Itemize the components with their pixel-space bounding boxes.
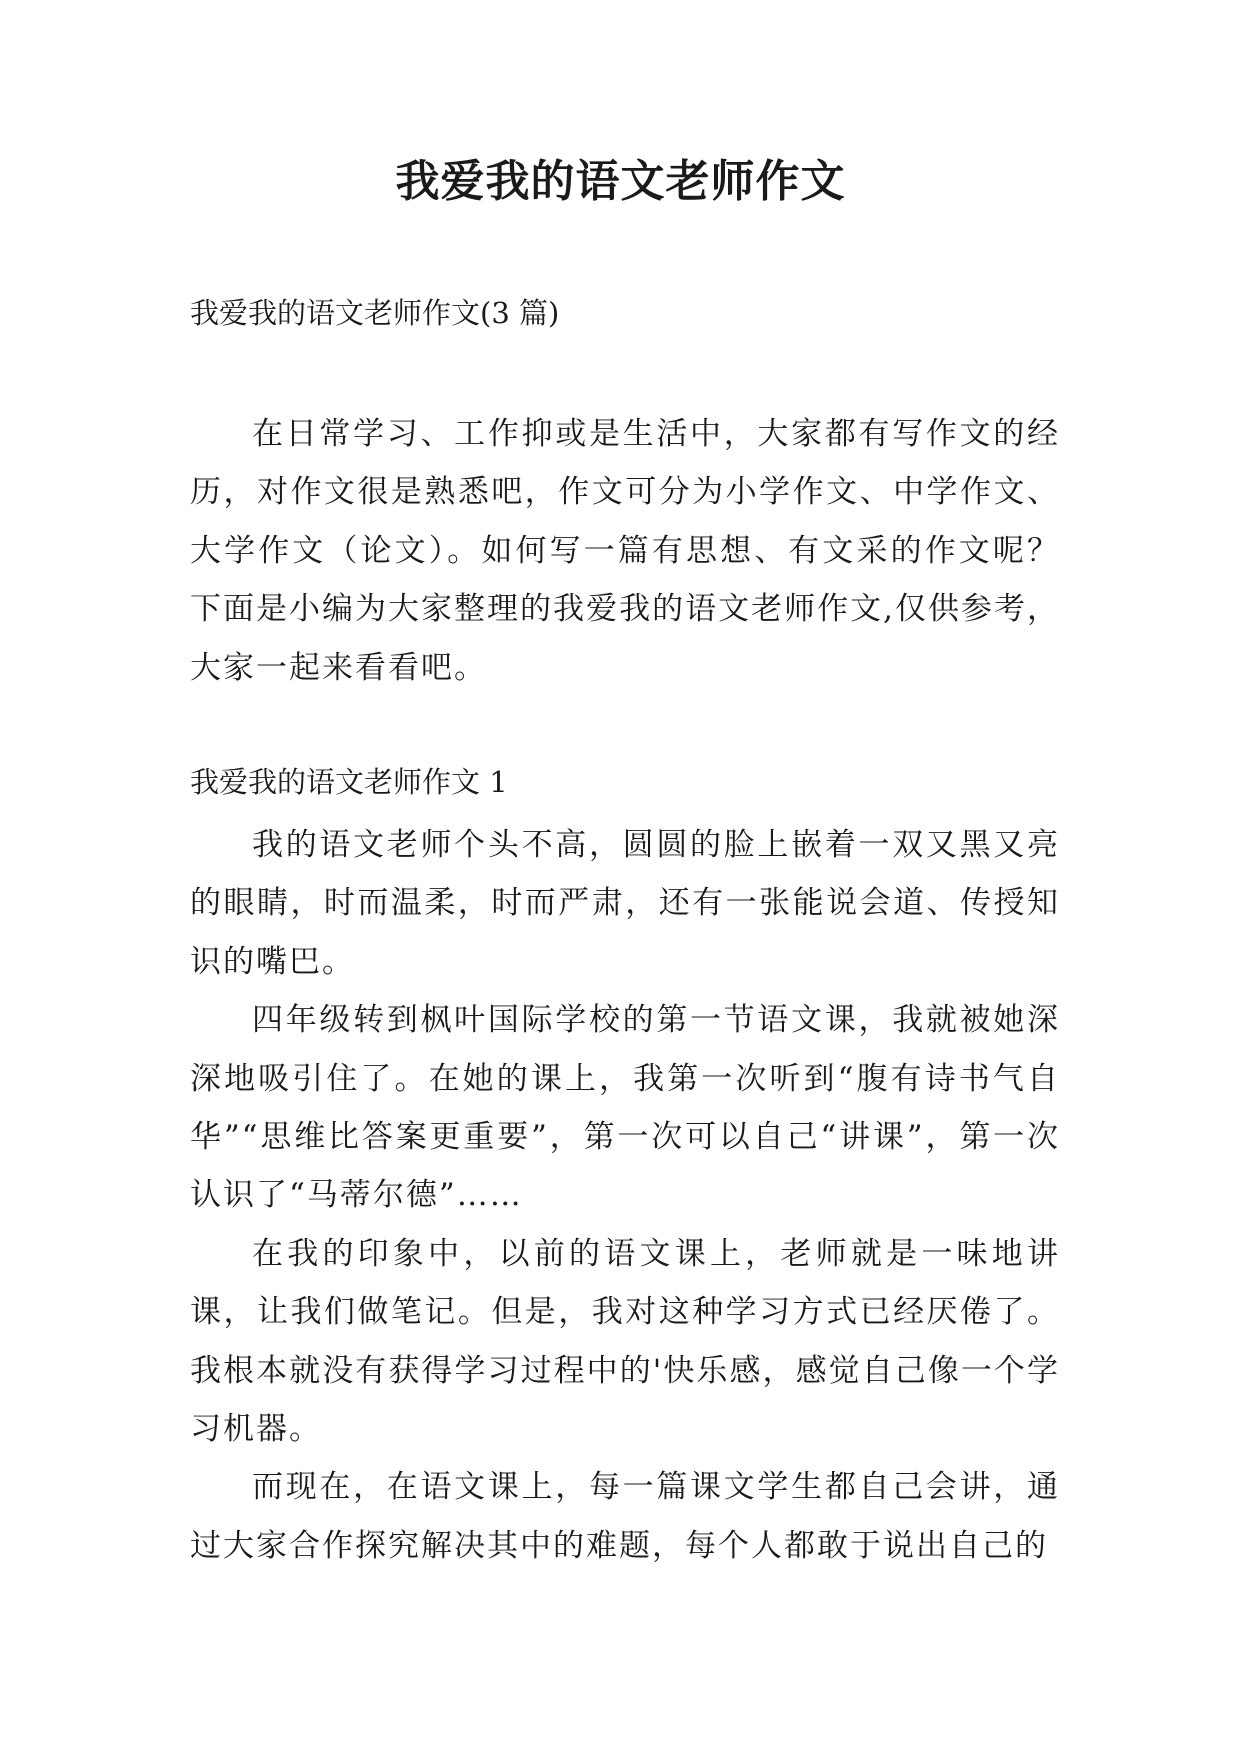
essay-paragraph-3: 在我的印象中，以前的语文课上，老师就是一味地讲课，让我们做笔记。但是，我对这种学习方式已经厌倦了。我根本就没有获得学习过程中的'快乐感，感觉自己像一个学习机器。	[190, 1235, 1060, 1448]
document-subtitle: 我爱我的语文老师作文(3 篇)	[190, 296, 560, 330]
essay-paragraph-4: 而现在，在语文课上，每一篇课文学生都自己会讲，通过大家合作探究解决其中的难题，每个人都敢于说出自己的	[190, 1469, 1060, 1564]
section-heading: 我爱我的语文老师作文 1	[190, 765, 508, 799]
essay-paragraph-1: 我的语文老师个头不高，圆圆的脸上嵌着一双又黑又亮的眼睛，时而温柔，时而严肃，还有一张能说会道、传授知识的嘴巴。	[190, 827, 1060, 980]
essay-paragraph-2: 四年级转到枫叶国际学校的第一节语文课，我就被她深深地吸引住了。在她的课上，我第一次听到“腹有诗书气自华”“思维比答案更重要”，第一次可以自己“讲课”，第一次认识了“马蒂尔德”……	[190, 1002, 1060, 1214]
essay-body	[190, 816, 1060, 1575]
intro-section	[190, 405, 1060, 697]
document-title: 我爱我的语文老师作文	[395, 156, 846, 207]
intro-paragraph: 在日常学习、工作抑或是生活中，大家都有写作文的经历，对作文很是熟悉吧，作文可分为小学作文、中学作文、大学作文（论文）。如何写一篇有思想、有文采的作文呢？下面是小编为大家整理的我爱我的语文老师作文,仅供参考，大家一起来看看吧。	[190, 416, 1060, 686]
